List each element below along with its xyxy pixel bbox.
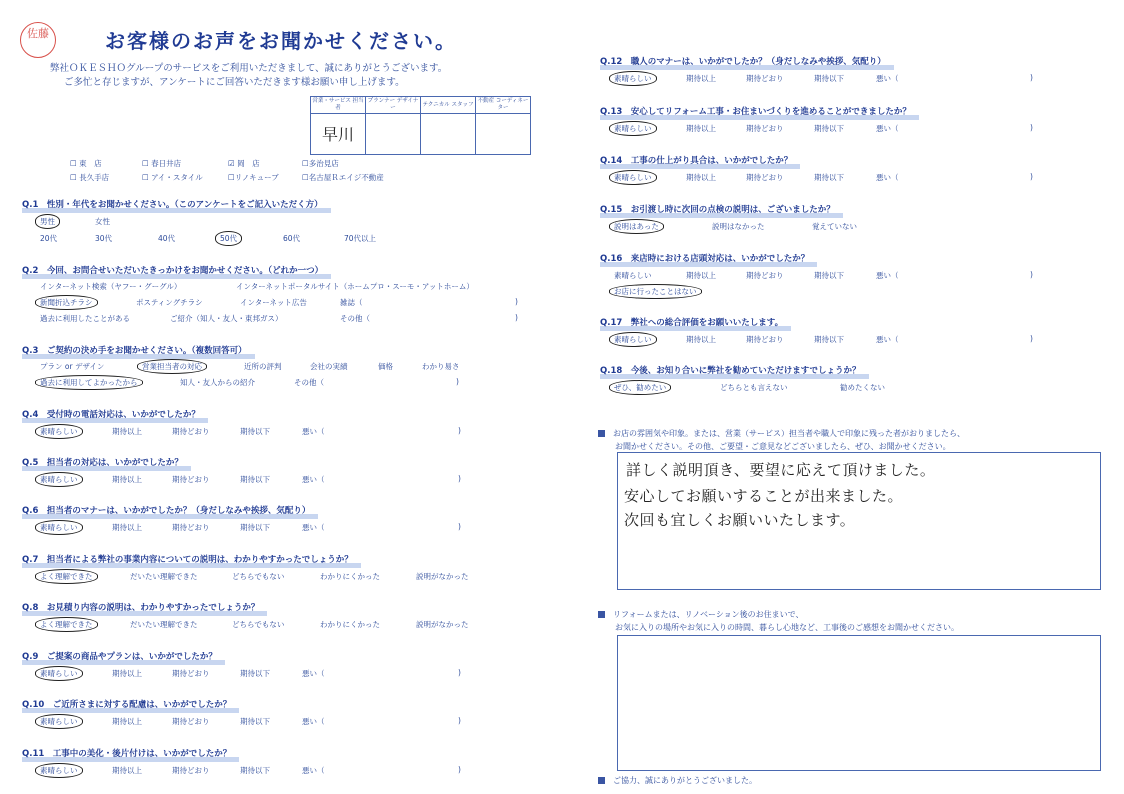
option-selected[interactable]: 営業担当者の対応 bbox=[137, 359, 207, 374]
option[interactable]: 会社の実績 bbox=[310, 362, 348, 371]
option[interactable]: 期待どおり bbox=[746, 271, 784, 280]
handwritten-comment-line: 次回も宜しくお願いいたします。 bbox=[624, 511, 856, 529]
square-bullet-icon bbox=[598, 611, 605, 618]
option[interactable]: 悪い（ bbox=[302, 427, 325, 436]
option[interactable]: 悪い（ bbox=[876, 173, 899, 182]
option[interactable]: ポスティングチラシ bbox=[136, 298, 203, 307]
question-3: Q.3 ご契約の決め手をお聞かせください。（複数回答可） bbox=[22, 344, 247, 356]
option[interactable]: わかりにくかった bbox=[320, 572, 380, 581]
option[interactable]: 悪い（ bbox=[876, 74, 899, 83]
store-checkbox[interactable]: ☐名古屋Ｒエイジ不動産 bbox=[302, 173, 384, 182]
comment-2-heading-2: お気に入りの場所やお気に入りの時間、暮らし心地など、工事後のご感想をお聞かせください。 bbox=[615, 623, 959, 632]
staff-header: プランナー デザイナー bbox=[366, 97, 421, 114]
staff-table bbox=[310, 96, 531, 155]
page-title: お客様のお声をお聞かせください。 bbox=[105, 29, 457, 53]
option[interactable]: 期待どおり bbox=[172, 475, 210, 484]
option[interactable]: 説明はなかった bbox=[712, 222, 765, 231]
option[interactable]: 期待以上 bbox=[112, 669, 142, 678]
option[interactable]: 40代 bbox=[158, 234, 176, 243]
question-15: Q.15 お引渡し時に次回の点検の説明は、ございましたか？ bbox=[600, 203, 835, 215]
question-11: Q.11 工事中の美化・後片付けは、いかがでしたか？ bbox=[22, 747, 231, 759]
comment-1-heading: お店の雰囲気や印象。または、営業（サービス）担当者や職人で印象に残った者がおりましたら、 bbox=[598, 428, 965, 439]
option[interactable]: 期待以上 bbox=[686, 173, 716, 182]
option[interactable]: 30代 bbox=[95, 234, 113, 243]
question-14: Q.14 工事の仕上がり具合は、いかがでしたか？ bbox=[600, 154, 792, 166]
intro-line-1: 弊社ＯＫＥＳＨＯグループのサービスをご利用いただきまして、誠にありがとうございます。 bbox=[50, 63, 448, 74]
option-selected[interactable]: 素晴らしい bbox=[609, 121, 657, 136]
option[interactable]: 期待どおり bbox=[746, 335, 784, 344]
option[interactable]: 70代以上 bbox=[344, 234, 377, 243]
question-16: Q.16 来店時における店頭対応は、いかがでしたか？ bbox=[600, 252, 809, 264]
option-selected[interactable]: 新聞折込チラシ bbox=[35, 295, 98, 310]
option[interactable]: 期待どおり bbox=[746, 74, 784, 83]
question-2: Q.2 今回、お問合せいただいたきっかけをお聞かせください。（どれか一つ） bbox=[22, 264, 323, 276]
staff-header: テクニカル スタッフ bbox=[421, 97, 476, 114]
option[interactable]: 期待以下 bbox=[240, 475, 270, 484]
option-selected[interactable]: 男性 bbox=[35, 214, 60, 229]
handwritten-comment-line: 安心してお願いすることが出来ました。 bbox=[624, 487, 904, 505]
question-17: Q.17 弊社への総合評価をお願いいたします。 bbox=[600, 316, 783, 328]
option[interactable]: 期待どおり bbox=[172, 669, 210, 678]
comment-1-box[interactable] bbox=[617, 452, 1101, 590]
staff-header: 営業・サービス 担当者 bbox=[311, 97, 366, 114]
option[interactable]: 期待以下 bbox=[240, 669, 270, 678]
paren-close: ) bbox=[458, 668, 461, 677]
option[interactable]: 悪い（ bbox=[876, 271, 899, 280]
handwritten-comment-line: 詳しく説明頂き、要望に応えて頂けました。 bbox=[626, 461, 936, 479]
option[interactable]: その他（ bbox=[294, 378, 324, 387]
option-selected[interactable]: 素晴らしい bbox=[35, 472, 83, 487]
question-4: Q.4 受付時の電話対応は、いかがでしたか？ bbox=[22, 408, 200, 420]
option[interactable]: わかりにくかった bbox=[320, 620, 380, 629]
option[interactable]: 期待どおり bbox=[172, 766, 210, 775]
option-selected[interactable]: 説明はあった bbox=[609, 219, 664, 234]
option[interactable]: 期待以下 bbox=[814, 335, 844, 344]
paren-close: ) bbox=[515, 297, 518, 306]
option-selected[interactable]: 素晴らしい bbox=[35, 424, 83, 439]
option[interactable]: 過去に利用したことがある bbox=[40, 314, 130, 323]
option[interactable]: インターネットポータルサイト（ホームプロ・スーモ・アットホーム） bbox=[236, 282, 474, 291]
name-seal-stamp: 佐藤 bbox=[20, 22, 56, 58]
option-selected[interactable]: 素晴らしい bbox=[609, 332, 657, 347]
option[interactable]: 期待以下 bbox=[814, 271, 844, 280]
intro-line-2: ご多忙と存じますが、アンケートにご回答いただきます様お願い申し上げます。 bbox=[64, 77, 405, 88]
option[interactable]: ご紹介（知人・友人・東邦ガス） bbox=[170, 314, 283, 323]
footer-thanks: ご協力、誠にありがとうございました。 bbox=[598, 775, 757, 786]
option[interactable]: 期待以上 bbox=[112, 766, 142, 775]
staff-name bbox=[476, 114, 531, 155]
store-checkbox[interactable]: ☐ アイ・スタイル bbox=[142, 173, 203, 182]
option[interactable]: 説明がなかった bbox=[416, 620, 469, 629]
square-bullet-icon bbox=[598, 777, 605, 784]
option[interactable]: 期待以下 bbox=[240, 427, 270, 436]
option-selected[interactable]: 素晴らしい bbox=[609, 170, 657, 185]
option[interactable]: 期待以上 bbox=[112, 427, 142, 436]
option[interactable]: 知人・友人からの紹介 bbox=[180, 378, 255, 387]
paren-close: ) bbox=[1030, 334, 1033, 343]
option[interactable]: 期待以上 bbox=[112, 475, 142, 484]
staff-name: 早川 bbox=[311, 114, 366, 155]
staff-name bbox=[366, 114, 421, 155]
square-bullet-icon bbox=[598, 430, 605, 437]
comment-2-heading: リフォームまたは、リノベーション後のお住まいで、 bbox=[598, 609, 803, 620]
option[interactable]: 期待どおり bbox=[746, 124, 784, 133]
paren-close: ) bbox=[1030, 73, 1033, 82]
option[interactable]: 悪い（ bbox=[302, 475, 325, 484]
paren-close: ) bbox=[458, 522, 461, 531]
option[interactable]: 悪い（ bbox=[302, 669, 325, 678]
paren-close: ) bbox=[458, 765, 461, 774]
option-selected[interactable]: お店に行ったことはない bbox=[609, 284, 702, 299]
option[interactable]: 期待以下 bbox=[814, 124, 844, 133]
option-selected[interactable]: 素晴らしい bbox=[35, 666, 83, 681]
option[interactable]: 悪い（ bbox=[302, 523, 325, 532]
question-18: Q.18 今後、お知り合いに弊社を勧めていただけますでしょうか？ bbox=[600, 364, 861, 376]
question-12: Q.12 職人のマナーは、いかがでしたか？（身だしなみや挨拶、気配り） bbox=[600, 55, 886, 67]
option-selected[interactable]: よく理解できた bbox=[35, 617, 98, 632]
paren-close: ) bbox=[1030, 270, 1033, 279]
option[interactable]: 期待以下 bbox=[814, 74, 844, 83]
staff-header: 不動産 コーディネーター bbox=[476, 97, 531, 114]
option-selected[interactable]: 素晴らしい bbox=[35, 520, 83, 535]
option[interactable]: 期待以上 bbox=[686, 74, 716, 83]
option[interactable]: 期待以上 bbox=[112, 523, 142, 532]
store-checkbox[interactable]: ☐ 長久手店 bbox=[70, 173, 110, 182]
store-checkbox[interactable]: ☐多治見店 bbox=[302, 159, 339, 168]
paren-close: ) bbox=[456, 377, 459, 386]
option[interactable]: 覚えていない bbox=[812, 222, 857, 231]
option[interactable]: 期待どおり bbox=[172, 427, 210, 436]
store-checkbox[interactable]: ☐リノキューブ bbox=[228, 173, 279, 182]
paren-close: ) bbox=[1030, 123, 1033, 132]
paren-close: ) bbox=[515, 313, 518, 322]
option[interactable]: わかり易さ bbox=[422, 362, 460, 371]
option[interactable]: 悪い（ bbox=[302, 766, 325, 775]
comment-2-box[interactable] bbox=[617, 635, 1101, 771]
option[interactable]: 期待以下 bbox=[240, 717, 270, 726]
paren-close: ) bbox=[1030, 172, 1033, 181]
option[interactable]: 勧めたくない bbox=[840, 383, 885, 392]
option[interactable]: 女性 bbox=[95, 217, 110, 226]
option[interactable]: 期待以上 bbox=[686, 335, 716, 344]
option[interactable]: 期待以上 bbox=[686, 271, 716, 280]
option[interactable]: だいたい理解できた bbox=[130, 572, 198, 581]
option[interactable]: 期待以下 bbox=[814, 173, 844, 182]
option[interactable]: 期待以上 bbox=[686, 124, 716, 133]
option-selected[interactable]: 素晴らしい bbox=[35, 763, 83, 778]
option[interactable]: インターネット広告 bbox=[240, 298, 307, 307]
option[interactable]: 期待以上 bbox=[112, 717, 142, 726]
option[interactable]: 説明がなかった bbox=[416, 572, 469, 581]
question-9: Q.9 ご提案の商品やプランは、いかがでしたか？ bbox=[22, 650, 217, 662]
option[interactable]: 期待以下 bbox=[240, 766, 270, 775]
question-13: Q.13 安心してリフォーム工事・お住まいづくりを進めることができましたか？ bbox=[600, 105, 911, 117]
store-checkbox[interactable]: ☐ 東 店 bbox=[70, 159, 102, 168]
question-10: Q.10 ご近所さまに対する配慮は、いかがでしたか？ bbox=[22, 698, 231, 710]
option[interactable]: どちらでもない bbox=[232, 620, 285, 629]
option[interactable]: 価格 bbox=[378, 362, 393, 371]
option[interactable]: 期待どおり bbox=[746, 173, 784, 182]
option[interactable]: だいたい理解できた bbox=[130, 620, 198, 629]
option[interactable]: 近所の評判 bbox=[244, 362, 282, 371]
option-selected[interactable]: 素晴らしい bbox=[609, 71, 657, 86]
question-6: Q.6 担当者のマナーは、いかがでしたか？（身だしなみや挨拶、気配り） bbox=[22, 504, 310, 516]
option[interactable]: インターネット検索（ヤフー・グーグル） bbox=[40, 282, 182, 291]
question-5: Q.5 担当者の対応は、いかがでしたか？ bbox=[22, 456, 183, 468]
option-selected[interactable]: 50代 bbox=[215, 231, 242, 246]
paren-close: ) bbox=[458, 426, 461, 435]
option[interactable]: 悪い（ bbox=[302, 717, 325, 726]
question-8: Q.8 お見積り内容の説明は、わかりやすかったでしょうか？ bbox=[22, 601, 259, 613]
store-checkbox[interactable]: ☐ 春日井店 bbox=[142, 159, 182, 168]
option[interactable]: 期待どおり bbox=[172, 523, 210, 532]
option-selected[interactable]: ぜひ、勧めたい bbox=[609, 380, 671, 395]
option[interactable]: 20代 bbox=[40, 234, 58, 243]
option[interactable]: その他（ bbox=[340, 314, 370, 323]
comment-1-heading-2: お聞かせください。その他、ご要望・ご意見などございましたら、ぜひ、お聞かせください。 bbox=[615, 442, 951, 451]
question-7: Q.7 担当者による弊社の事業内容についての説明は、わかりやすかったでしょうか？ bbox=[22, 553, 353, 565]
option[interactable]: プラン or デザイン bbox=[40, 362, 105, 371]
option[interactable]: どちらとも言えない bbox=[720, 383, 788, 392]
option[interactable]: 雑誌（ bbox=[340, 298, 363, 307]
option[interactable]: 悪い（ bbox=[876, 335, 899, 344]
option[interactable]: 60代 bbox=[283, 234, 301, 243]
option-selected[interactable]: よく理解できた bbox=[35, 569, 98, 584]
option[interactable]: 期待どおり bbox=[172, 717, 210, 726]
option[interactable]: 期待以下 bbox=[240, 523, 270, 532]
paren-close: ) bbox=[458, 716, 461, 725]
question-1: Q.1 性別・年代をお聞かせください。（このアンケートをご記入いただく方） bbox=[22, 198, 323, 210]
staff-name bbox=[421, 114, 476, 155]
option[interactable]: 悪い（ bbox=[876, 124, 899, 133]
option-selected[interactable]: 過去に利用してよかったから bbox=[35, 375, 143, 390]
option[interactable]: 素晴らしい bbox=[614, 271, 652, 280]
store-checkbox-checked[interactable]: ☑ 岡 店 bbox=[228, 159, 260, 168]
paren-close: ) bbox=[458, 474, 461, 483]
option-selected[interactable]: 素晴らしい bbox=[35, 714, 83, 729]
option[interactable]: どちらでもない bbox=[232, 572, 285, 581]
